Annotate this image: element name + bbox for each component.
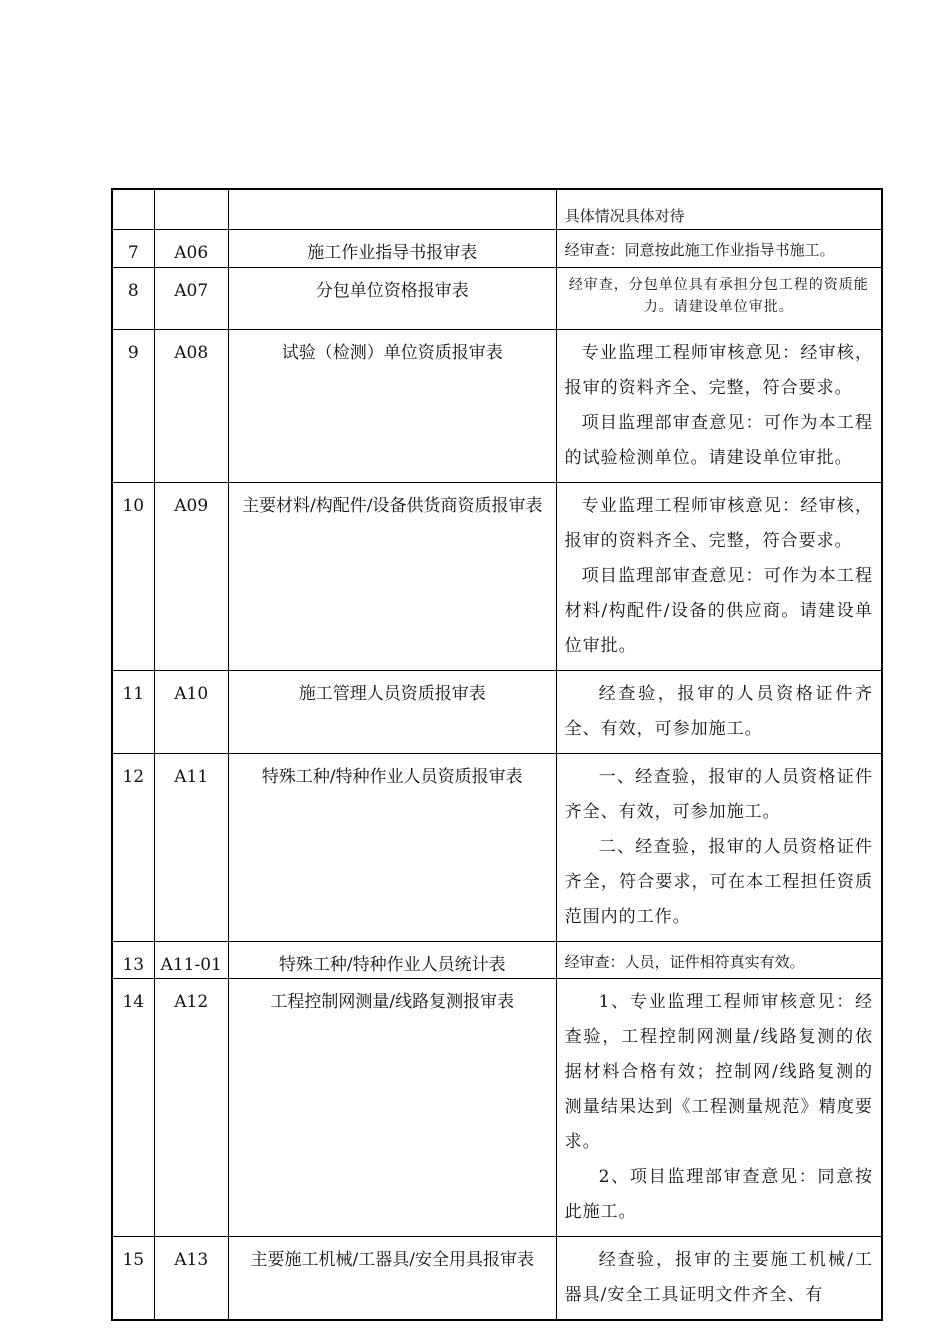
form-code: A10 bbox=[174, 683, 209, 704]
form-name: 特殊工种/特种作业人员统计表 bbox=[278, 954, 506, 975]
table-row bbox=[112, 670, 882, 753]
review-opinion bbox=[557, 483, 881, 670]
form-code: A09 bbox=[174, 495, 209, 516]
table-row bbox=[112, 1236, 882, 1320]
review-opinion-cell bbox=[556, 1236, 882, 1320]
form-name-cell bbox=[228, 482, 556, 670]
opinion-paragraph: 1、专业监理工程师审核意见：经查验，工程控制网测量/线路复测的依据材料合格有效；控制网/线路复测的测量结果达到《工程测量规范》精度要求。 bbox=[564, 991, 873, 1152]
form-code-cell bbox=[154, 267, 228, 329]
form-code: A13 bbox=[174, 1249, 209, 1270]
opinion-paragraph: 2、项目监理部审查意见：同意按此施工。 bbox=[564, 1166, 873, 1222]
form-name-cell bbox=[228, 753, 556, 941]
review-opinion-cell bbox=[556, 329, 882, 482]
form-code: A07 bbox=[174, 280, 209, 301]
review-opinion-cell bbox=[556, 482, 882, 670]
row-number-cell bbox=[112, 1236, 154, 1320]
form-name-cell bbox=[228, 941, 556, 978]
review-opinion bbox=[557, 979, 881, 1236]
opinion-paragraph: 项目监理部审查意见：可作为本工程材料/构配件/设备的供应商。请建设单位审批。 bbox=[564, 565, 873, 656]
form-code-cell bbox=[154, 329, 228, 482]
row-number-cell bbox=[112, 753, 154, 941]
row-number-cell bbox=[112, 482, 154, 670]
table-body bbox=[112, 189, 882, 1320]
opinion-paragraph: 经查验，报审的主要施工机械/工器具/安全工具证明文件齐全、有 bbox=[564, 1249, 873, 1305]
opinion-paragraph: 经审查，分包单位具有承担分包工程的资质能力。请建设单位审批。 bbox=[568, 276, 869, 315]
form-name: 试验（检测）单位资质报审表 bbox=[281, 342, 503, 363]
opinion-paragraph: 经审查：人员，证件相符真实有效。 bbox=[564, 952, 805, 971]
table-row bbox=[112, 753, 882, 941]
form-name: 分包单位资格报审表 bbox=[315, 280, 469, 301]
form-code-cell bbox=[154, 1236, 228, 1320]
form-name: 主要施工机械/工器具/安全用具报审表 bbox=[250, 1249, 534, 1270]
form-code-cell bbox=[154, 482, 228, 670]
opinion-paragraph: 一、经查验，报审的人员资格证件齐全、有效，可参加施工。 bbox=[564, 766, 873, 822]
opinion-paragraph: 项目监理部审查意见：可作为本工程的试验检测单位。请建设单位审批。 bbox=[564, 412, 873, 468]
row-number: 15 bbox=[122, 1249, 145, 1270]
table-row bbox=[112, 267, 882, 329]
form-name-cell bbox=[228, 670, 556, 753]
row-number: 8 bbox=[127, 280, 139, 301]
form-name-cell bbox=[228, 189, 556, 229]
form-code-cell bbox=[154, 941, 228, 978]
form-name-cell bbox=[228, 1236, 556, 1320]
opinion-paragraph: 专业监理工程师审核意见：经审核，报审的资料齐全、完整，符合要求。 bbox=[564, 495, 873, 551]
row-number-cell bbox=[112, 329, 154, 482]
form-code-cell bbox=[154, 978, 228, 1236]
row-number-cell bbox=[112, 941, 154, 978]
form-name bbox=[229, 190, 556, 201]
review-opinion bbox=[557, 754, 881, 941]
review-opinion bbox=[557, 671, 881, 753]
table-row bbox=[112, 941, 882, 978]
row-number: 14 bbox=[122, 991, 145, 1012]
row-number bbox=[113, 190, 154, 201]
opinion-paragraph: 专业监理工程师审核意见：经审核，报审的资料齐全、完整，符合要求。 bbox=[564, 342, 873, 398]
row-number-cell bbox=[112, 978, 154, 1236]
review-opinion-cell bbox=[556, 753, 882, 941]
form-name-cell bbox=[228, 329, 556, 482]
review-opinion-cell bbox=[556, 941, 882, 978]
opinion-paragraph: 二、经查验，报审的人员资格证件齐全，符合要求，可在本工程担任资质范围内的工作。 bbox=[564, 836, 873, 927]
opinion-paragraph: 经审查：同意按此施工作业指导书施工。 bbox=[564, 240, 835, 259]
form-name: 主要材料/构配件/设备供货商资质报审表 bbox=[241, 495, 543, 516]
review-opinion-cell bbox=[556, 189, 882, 229]
form-code-cell bbox=[154, 670, 228, 753]
form-code: A08 bbox=[174, 342, 209, 363]
opinion-paragraph: 具体情况具体对待 bbox=[564, 207, 685, 225]
form-name: 特殊工种/特种作业人员资质报审表 bbox=[261, 766, 523, 787]
form-code: A06 bbox=[174, 242, 209, 263]
audit-form-table bbox=[111, 188, 883, 1321]
opinion-paragraph: 经查验，报审的人员资格证件齐全、有效，可参加施工。 bbox=[564, 683, 873, 739]
form-code: A11-01 bbox=[160, 954, 222, 975]
row-number-cell bbox=[112, 189, 154, 229]
table-row bbox=[112, 189, 882, 229]
review-opinion bbox=[557, 190, 881, 228]
review-opinion bbox=[557, 942, 881, 974]
table-row bbox=[112, 482, 882, 670]
row-number-cell bbox=[112, 229, 154, 267]
form-code-cell bbox=[154, 753, 228, 941]
table-row bbox=[112, 978, 882, 1236]
review-opinion bbox=[557, 268, 881, 320]
form-name: 施工管理人员资质报审表 bbox=[298, 683, 486, 704]
row-number: 12 bbox=[122, 766, 145, 787]
review-opinion bbox=[557, 1237, 881, 1319]
row-number: 9 bbox=[127, 342, 139, 363]
review-opinion-cell bbox=[556, 267, 882, 329]
form-code-cell bbox=[154, 189, 228, 229]
form-name: 施工作业指导书报审表 bbox=[307, 242, 478, 263]
row-number: 10 bbox=[122, 495, 145, 516]
review-opinion-cell bbox=[556, 978, 882, 1236]
review-opinion-cell bbox=[556, 229, 882, 267]
review-opinion bbox=[557, 230, 881, 262]
table-row bbox=[112, 229, 882, 267]
form-name-cell bbox=[228, 229, 556, 267]
row-number: 7 bbox=[127, 242, 139, 263]
row-number-cell bbox=[112, 267, 154, 329]
review-opinion bbox=[557, 330, 881, 482]
review-opinion-cell bbox=[556, 670, 882, 753]
row-number: 11 bbox=[122, 683, 145, 704]
form-name-cell bbox=[228, 267, 556, 329]
row-number-cell bbox=[112, 670, 154, 753]
form-code bbox=[155, 190, 228, 201]
form-name-cell bbox=[228, 978, 556, 1236]
row-number: 13 bbox=[122, 954, 145, 975]
form-name: 工程控制网测量/线路复测报审表 bbox=[270, 991, 515, 1012]
form-code: A11 bbox=[174, 766, 209, 787]
table-row bbox=[112, 329, 882, 482]
form-code-cell bbox=[154, 229, 228, 267]
form-code: A12 bbox=[174, 991, 209, 1012]
